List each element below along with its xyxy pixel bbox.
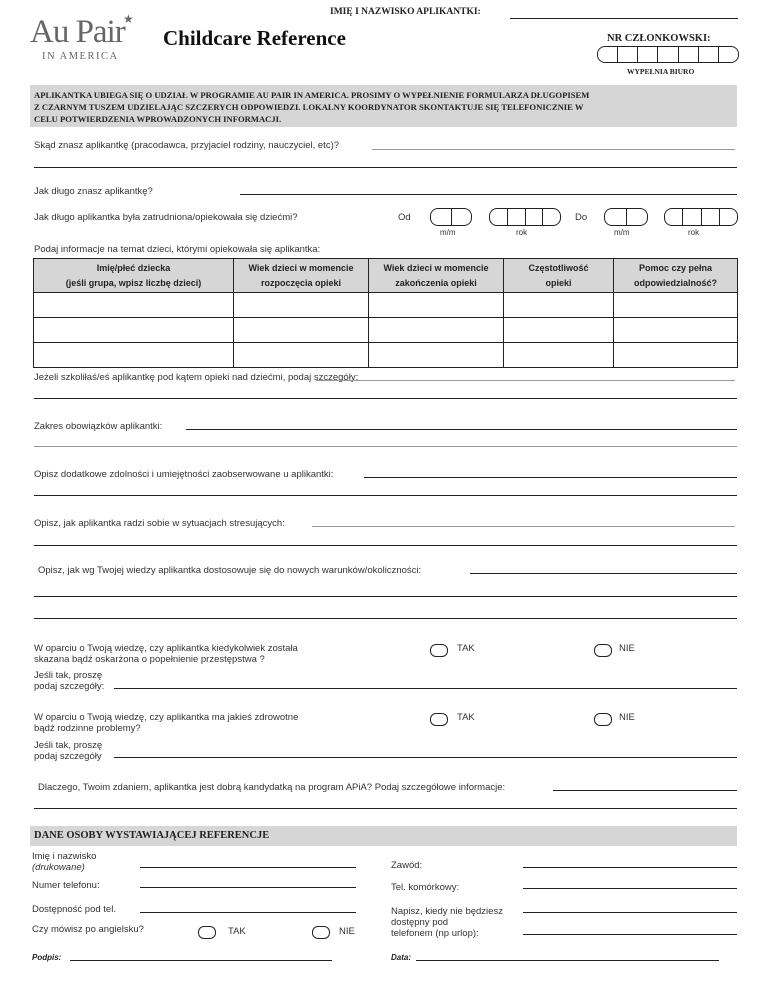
star-icon: ★ <box>123 12 134 26</box>
availability-field[interactable] <box>140 912 356 913</box>
table-row <box>34 293 738 318</box>
logo-sub: IN AMERICA <box>42 51 119 62</box>
stress-field[interactable] <box>312 526 735 527</box>
english-yes-radio[interactable] <box>198 926 216 939</box>
crime-label: W oparciu o Twoją wiedzę, czy aplikantka kiedykolwiek została skazana bądź oskarżona o popełnienie przestępstwa ? <box>34 643 298 665</box>
crime-no-radio[interactable] <box>594 644 612 657</box>
children-info-label: Podaj informacje na temat dzieci, którymi opiekowała się aplikantka: <box>34 244 321 255</box>
employed-label: Jak długo aplikantka była zatrudniona/opiekowała się dziećmi? <box>34 212 298 223</box>
english-label: Czy mówisz po angielsku? <box>32 924 144 935</box>
table-cell[interactable] <box>369 343 504 368</box>
table-cell[interactable] <box>369 293 504 318</box>
table-cell[interactable] <box>34 318 234 343</box>
col-header-frequency: Częstotliwość opieki <box>504 259 614 293</box>
from-month-caption: m/m <box>440 228 456 237</box>
trained-field[interactable] <box>316 380 735 381</box>
skills-field[interactable] <box>364 477 737 478</box>
to-month-caption: m/m <box>614 228 630 237</box>
office-use-label: WYPEŁNIA BIURO <box>627 67 695 76</box>
table-cell[interactable] <box>614 293 738 318</box>
crime-yes-radio[interactable] <box>430 644 448 657</box>
table-cell[interactable] <box>234 318 369 343</box>
table-row <box>34 343 738 368</box>
health-yes-radio[interactable] <box>430 713 448 726</box>
availability-label: Dostępność pod tel. <box>32 904 116 915</box>
unavailable-label: Napisz, kiedy nie będziesz dostępny pod telefonem (np urlop): <box>391 906 503 939</box>
table-row <box>34 318 738 343</box>
from-year-caption: rok <box>516 228 528 237</box>
member-no-label: NR CZŁONKOWSKI: <box>607 33 711 44</box>
english-no-radio[interactable] <box>312 926 330 939</box>
table-cell[interactable] <box>234 293 369 318</box>
duties-field-2[interactable] <box>34 446 737 447</box>
phone-field[interactable] <box>140 887 356 888</box>
to-month-field[interactable] <box>604 208 648 226</box>
skills-field-2[interactable] <box>34 495 737 496</box>
col-header-age-start: Wiek dzieci w momencie rozpoczęcia opieki <box>234 259 369 293</box>
stress-label: Opisz, jak aplikantka radzi sobie w sytuacjach stresujących: <box>34 518 285 529</box>
unavailable-field-2[interactable] <box>523 934 737 935</box>
table-cell[interactable] <box>34 343 234 368</box>
col-header-child: Imię/płeć dziecka (jeśli grupa, wpisz liczbę dzieci) <box>34 259 234 293</box>
table-cell[interactable] <box>504 293 614 318</box>
duties-field[interactable] <box>186 429 737 430</box>
children-table <box>33 258 738 368</box>
intro-band <box>30 85 737 127</box>
to-year-field[interactable] <box>664 208 738 226</box>
health-details-label: Jeśli tak, proszę podaj szczegóły <box>34 740 103 762</box>
skills-label: Opisz dodatkowe zdolności i umiejętności zaobserwowane u aplikantki: <box>34 469 334 480</box>
how-long-field[interactable] <box>240 194 737 195</box>
why-field-2[interactable] <box>34 808 737 809</box>
children-table-header <box>34 259 738 293</box>
referee-name-label: Imię i nazwisko (drukowane) <box>32 851 97 873</box>
trained-label: Jeżeli szkoliłaś/eś aplikantkę pod kątem opieki nad dziećmi, podaj szczegóły: <box>34 372 359 383</box>
how-know-field-2[interactable] <box>34 167 737 168</box>
signature-field[interactable] <box>70 960 332 961</box>
stress-field-2[interactable] <box>34 545 737 546</box>
referee-section-band <box>30 826 737 846</box>
to-label: Do <box>575 212 588 223</box>
trained-field-2[interactable] <box>34 398 737 399</box>
intro-line-2: Z CZARNYM TUSZEM UDZIELAJĄC SZCZERYCH ODPOWIEDZI. LOKALNY KOORDYNATOR SKONTAKTUJE SIĘ TELEFONICZNIE W <box>34 102 584 112</box>
intro-line-1: APLIKANTKA UBIEGA SIĘ O UDZIAŁ W PROGRAMIE AU PAIR IN AMERICA. PROSIMY O WYPEŁNIENIE FORMULARZA DŁUGOPISEM <box>34 90 590 100</box>
health-no-radio[interactable] <box>594 713 612 726</box>
occupation-field[interactable] <box>523 867 737 868</box>
health-no-label: NIE <box>619 712 635 723</box>
from-month-field[interactable] <box>430 208 472 226</box>
logo <box>30 14 145 64</box>
logo-main: Au Pair <box>30 14 125 50</box>
health-details-field[interactable] <box>114 757 737 758</box>
english-yes-label: TAK <box>228 926 246 937</box>
adapt-field[interactable] <box>470 573 737 574</box>
crime-no-label: NIE <box>619 643 635 654</box>
intro-line-3: CELU POTWIERDZENIA WPROWADZONYCH INFORMACJI. <box>34 114 282 124</box>
how-long-label: Jak długo znasz aplikantkę? <box>34 186 153 197</box>
referee-section-title: DANE OSOBY WYSTAWIAJĄCEJ REFERENCJE <box>34 830 270 841</box>
duties-label: Zakres obowiązków aplikantki: <box>34 421 163 432</box>
occupation-label: Zawód: <box>391 860 423 871</box>
table-cell[interactable] <box>234 343 369 368</box>
table-cell[interactable] <box>369 318 504 343</box>
mobile-label: Tel. komórkowy: <box>391 882 460 893</box>
col-header-age-end: Wiek dzieci w momencie zakończenia opieki <box>369 259 504 293</box>
applicant-name-label: IMIĘ I NAZWISKO APLIKANTKI: <box>330 7 481 17</box>
how-know-label: Skąd znasz aplikantkę (pracodawca, przyjaciel rodziny, nauczyciel, etc)? <box>34 140 340 151</box>
crime-details-label: Jeśli tak, proszę podaj szczegóły: <box>34 670 105 692</box>
crime-details-field[interactable] <box>114 688 737 689</box>
signature-label: Podpis: <box>32 953 62 962</box>
why-field[interactable] <box>553 790 737 791</box>
table-cell[interactable] <box>614 318 738 343</box>
crime-yes-label: TAK <box>457 643 475 654</box>
adapt-field-3[interactable] <box>34 618 737 619</box>
col-header-responsibility: Pomoc czy pełna odpowiedzialność? <box>614 259 738 293</box>
table-cell[interactable] <box>34 293 234 318</box>
to-year-caption: rok <box>688 228 700 237</box>
date-field[interactable] <box>416 960 719 961</box>
phone-label: Numer telefonu: <box>32 880 100 891</box>
adapt-field-2[interactable] <box>34 596 737 597</box>
adapt-label: Opisz, jak wg Twojej wiedzy aplikantka dostosowuje się do nowych warunków/okoliczności: <box>38 565 422 576</box>
applicant-name-field[interactable] <box>510 18 738 19</box>
from-year-field[interactable] <box>489 208 561 226</box>
why-label: Dlaczego, Twoim zdaniem, aplikantka jest dobrą kandydatką na program APiA? Podaj szczegółowe informacje: <box>38 782 506 793</box>
from-label: Od <box>398 212 411 223</box>
unavailable-field[interactable] <box>523 912 737 913</box>
health-yes-label: TAK <box>457 712 475 723</box>
page-title: Childcare Reference <box>163 26 346 50</box>
mobile-field[interactable] <box>523 888 737 889</box>
date-label: Data: <box>391 953 412 962</box>
health-label: W oparciu o Twoją wiedzę, czy aplikantka ma jakieś zdrowotne bądź rodzinne problemy? <box>34 712 299 734</box>
table-cell[interactable] <box>504 318 614 343</box>
table-cell[interactable] <box>614 343 738 368</box>
english-no-label: NIE <box>339 926 355 937</box>
how-know-field[interactable] <box>372 149 735 150</box>
referee-name-field[interactable] <box>140 867 356 868</box>
member-no-field[interactable] <box>597 46 739 63</box>
table-cell[interactable] <box>504 343 614 368</box>
